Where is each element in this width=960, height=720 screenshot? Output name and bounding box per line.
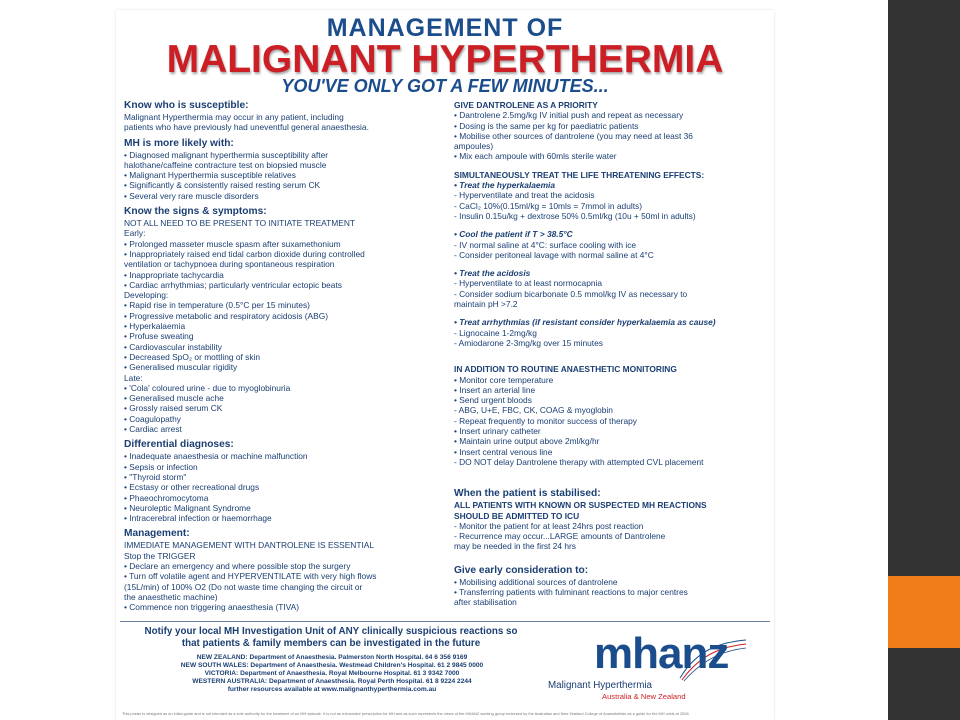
late-item: • 'Cola' coloured urine - due to myoglobinuria bbox=[124, 382, 291, 393]
poster-divider bbox=[120, 621, 770, 622]
management-note: IMMEDIATE MANAGEMENT WITH DANTROLENE IS ESSENTIAL bbox=[124, 540, 375, 551]
notify-line: that patients & family members can be investigated in the future bbox=[181, 638, 481, 649]
late-item: • Grossly raised serum CK bbox=[124, 403, 223, 414]
consideration-heading: Give early consideration to: bbox=[454, 564, 589, 576]
likely-item: • Malignant Hyperthermia susceptible relatives bbox=[124, 170, 296, 181]
logo-subtitle: Malignant Hyperthermia bbox=[548, 680, 653, 691]
spacer bbox=[454, 260, 766, 268]
differential-item: • Inadequate anaesthesia or machine malfunction bbox=[124, 451, 308, 462]
early-item: • Inappropriate tachycardia bbox=[124, 269, 224, 280]
early-label: Early: bbox=[124, 228, 146, 239]
monitoring-item: • Send urgent bloods bbox=[454, 395, 532, 406]
spacer bbox=[454, 552, 766, 560]
arrhythmia-item: - Lignocaine 1-2mg/kg bbox=[454, 327, 537, 338]
differential-heading: Differential diagnoses: bbox=[124, 439, 234, 451]
poster-title-main: MALIGNANT HYPERTHERMIA bbox=[166, 38, 724, 81]
late-label: Late: bbox=[124, 372, 143, 383]
contact-line: VICTORIA: Department of Anaesthesia. Royal Melbourne Hospital. 61 3 9342 7000 bbox=[204, 670, 460, 678]
signs-note: NOT ALL NEED TO BE PRESENT TO INITIATE TREATMENT bbox=[124, 218, 355, 229]
stabilised-note: SHOULD BE ADMITTED TO ICU bbox=[454, 510, 580, 521]
stabilised-item: - Monitor the patient for at least 24hrs post reaction bbox=[454, 520, 644, 531]
contact-line: NEW ZEALAND: Department of Anaesthesia. Palmerston North Hospital. 64 6 356 9169 bbox=[196, 654, 468, 661]
monitoring-item: • Insert central venous line bbox=[454, 446, 553, 457]
management-item: (15L/min) of 100% O2 (Do not waste time changing the circuit or bbox=[124, 581, 363, 592]
likely-heading: MH is more likely with: bbox=[124, 137, 234, 149]
arrhythmia-item: - Amiodarone 2-3mg/kg over 15 minutes bbox=[454, 337, 603, 348]
developing-item: • Cardiovascular instability bbox=[124, 341, 222, 352]
monitoring-item: • Insert urinary catheter bbox=[454, 426, 541, 437]
slide-accent-block bbox=[888, 576, 960, 648]
poster-title-tagline: YOU'VE ONLY GOT A FEW MINUTES... bbox=[281, 76, 609, 96]
acidosis-item: - Hyperventilate to at least normocapnia bbox=[454, 278, 603, 289]
differential-item: • Ecstasy or other recreational drugs bbox=[124, 482, 260, 493]
spacer bbox=[454, 356, 766, 364]
spacer bbox=[454, 475, 766, 483]
acidosis-label: • Treat the acidosis bbox=[454, 268, 531, 279]
dantrolene-item: • Dosing is the same per kg for paediatric patients bbox=[454, 120, 639, 131]
contact-line: NEW SOUTH WALES: Department of Anaesthesia. Westmead Children's Hospital. 61 2 9845 0000 bbox=[180, 662, 484, 670]
monitoring-item: - Repeat frequently to monitor success of therapy bbox=[454, 415, 637, 426]
consideration-item: • Mobilising additional sources of dantrolene bbox=[454, 576, 618, 587]
stabilised-note: ALL PATIENTS WITH KNOWN OR SUSPECTED MH REACTIONS bbox=[454, 500, 707, 511]
developing-label: Developing: bbox=[124, 290, 169, 301]
consideration-item: after stabilisation bbox=[454, 597, 517, 608]
susceptible-line: patients who have previously had uneventful general anaesthesia. bbox=[124, 122, 369, 133]
stabilised-item: may be needed in the first 24 hrs bbox=[454, 541, 576, 552]
contact-line: WESTERN AUSTRALIA: Department of Anaesthesia. Royal Perth Hospital. 61 8 9224 2244 bbox=[192, 678, 472, 686]
spacer bbox=[454, 221, 766, 229]
footer-disclaimer: This poster is designed as an initial guide and is not intended as a sole authority for the treatment of an MH episode. It is not an exhaustive prescription for MH and as such represents the views of the MHANZ working group endorsed by the Australian and New Zealand College of Anaesthetists as a guide for the MH crisis at 2008 bbox=[122, 711, 689, 716]
likely-item: • Diagnosed malignant hyperthermia susceptibility after bbox=[124, 149, 329, 160]
management-item: • Declare an emergency and where possible stop the surgery bbox=[124, 560, 351, 571]
late-item: • Coagulopathy bbox=[124, 413, 181, 424]
differential-item: • Sepsis or infection bbox=[124, 461, 198, 472]
mhanz-logo bbox=[548, 629, 768, 710]
susceptible-line: Malignant Hyperthermia may occur in any patient, including bbox=[124, 112, 344, 122]
developing-item: • Hyperkalaemia bbox=[124, 321, 186, 332]
differential-item: • Phaeochromocytoma bbox=[124, 492, 209, 503]
early-item: • Cardiac arrhythmias; particularly ventricular ectopic beats bbox=[124, 279, 342, 290]
notify-line: Notify your local MH Investigation Unit of ANY clinically suspicious reactions so bbox=[144, 626, 518, 637]
monitoring-item: - DO NOT delay Dantrolene therapy with attempted CVL placement bbox=[454, 456, 704, 467]
poster-title-top: MANAGEMENT OF bbox=[326, 14, 564, 42]
early-item: • Inappropriately raised end tidal carbon dioxide during controlled bbox=[124, 248, 365, 259]
spacer bbox=[454, 348, 766, 356]
developing-item: • Rapid rise in temperature (0.5°C per 15 minutes) bbox=[124, 300, 310, 311]
treat-heading: SIMULTANEOUSLY TREAT THE LIFE THREATENING EFFECTS: bbox=[454, 169, 705, 180]
spacer bbox=[454, 309, 766, 317]
management-item: the anaesthetic machine) bbox=[124, 591, 218, 602]
notify-text bbox=[122, 626, 540, 650]
early-item: • Prolonged masseter muscle spasm after suxamethonium bbox=[124, 238, 341, 249]
monitoring-item: • Insert an arterial line bbox=[454, 384, 536, 395]
monitoring-heading: IN ADDITION TO ROUTINE ANAESTHETIC MONITORING bbox=[454, 364, 677, 375]
developing-item: • Profuse sweating bbox=[124, 331, 194, 342]
left-column bbox=[124, 100, 432, 612]
dantrolene-item: • Mobilise other sources of dantrolene (you may need at least 36 bbox=[454, 130, 693, 141]
hyperkalaemia-label: • Treat the hyperkalaemia bbox=[454, 180, 555, 191]
differential-item: • Intracerebral infection or haemorrhage bbox=[124, 513, 272, 524]
dantrolene-item: ampoules) bbox=[454, 141, 494, 152]
management-heading: Management: bbox=[124, 528, 190, 540]
monitoring-item: • Maintain urine output above 2ml/kg/hr bbox=[454, 436, 600, 447]
cooling-item: - Consider peritoneal lavage with normal saline at 4°C bbox=[454, 249, 654, 260]
differential-item: • Neuroleptic Malignant Syndrome bbox=[124, 502, 251, 513]
management-item: Stop the TRIGGER bbox=[124, 550, 196, 561]
monitoring-item: - ABG, U+E, FBC, CK, COAG & myoglobin bbox=[454, 405, 613, 416]
acidosis-item: - Consider sodium bicarbonate 0.5 mmol/kg IV as necessary to bbox=[454, 288, 688, 299]
arrhythmia-label: • Treat arrhythmias (if resistant consider hyperkalaemia as cause) bbox=[454, 317, 716, 328]
management-item: • Turn off volatile agent and HYPERVENTILATE with very high flows bbox=[124, 571, 377, 582]
management-item: • Commence non triggering anaesthesia (TIVA) bbox=[124, 602, 300, 613]
differential-item: • "Thyroid storm" bbox=[124, 471, 187, 482]
cooling-label: • Cool the patient if T > 38.5°C bbox=[454, 229, 573, 240]
monitoring-item: • Monitor core temperature bbox=[454, 374, 554, 385]
dantrolene-heading: GIVE DANTROLENE AS A PRIORITY bbox=[454, 100, 598, 110]
late-item: • Cardiac arrest bbox=[124, 424, 182, 435]
cooling-item: - IV normal saline at 4°C: surface cooling with ice bbox=[454, 239, 637, 250]
spacer bbox=[454, 467, 766, 475]
contact-list bbox=[132, 654, 532, 694]
likely-item: • Several very rare muscle disorders bbox=[124, 190, 259, 201]
developing-item: • Decreased SpO₂ or mottling of skin bbox=[124, 351, 261, 362]
hyperkalaemia-item: - Insulin 0.15u/kg + dextrose 50% 0.5ml/kg (10u + 50ml in adults) bbox=[454, 210, 696, 221]
early-item: ventilation or tachypnoea during spontaneous respiration bbox=[124, 259, 335, 270]
logo-region: Australia & New Zealand bbox=[602, 692, 686, 701]
dantrolene-item: • Dantrolene 2.5mg/kg IV initial push and repeat as necessary bbox=[454, 110, 684, 121]
dantrolene-item: • Mix each ampoule with 60mls sterile water bbox=[454, 151, 617, 162]
logo-wordmark: mhanz bbox=[594, 629, 729, 678]
right-column bbox=[454, 100, 766, 608]
acidosis-item: maintain pH >7.2 bbox=[454, 299, 518, 310]
developing-item: • Progressive metabolic and respiratory acidosis (ABG) bbox=[124, 310, 329, 321]
mh-poster bbox=[116, 10, 774, 720]
developing-item: • Generalised muscular rigidity bbox=[124, 362, 238, 373]
spacer bbox=[454, 162, 766, 170]
hyperkalaemia-item: - CaCl₂ 10%(0.15ml/kg = 10mls = 7mmol in adults) bbox=[454, 200, 643, 211]
stabilised-heading: When the patient is stabilised: bbox=[454, 488, 601, 500]
likely-item: halothane/caffeine contracture test on biopsied muscle bbox=[124, 159, 327, 170]
hyperkalaemia-item: - Hyperventilate and treat the acidosis bbox=[454, 190, 595, 201]
contact-line: further resources available at www.malignanthyperthermia.com.au bbox=[227, 686, 437, 694]
likely-item: • Significantly & consistently raised resting serum CK bbox=[124, 180, 321, 191]
stabilised-item: - Recurrence may occur...LARGE amounts of Dantrolene bbox=[454, 531, 666, 542]
late-item: • Generalised muscle ache bbox=[124, 393, 224, 404]
signs-heading: Know the signs & symptoms: bbox=[124, 206, 267, 218]
susceptible-heading: Know who is susceptible: bbox=[124, 100, 249, 111]
consideration-item: • Transferring patients with fulminant reactions to major centres bbox=[454, 586, 688, 597]
